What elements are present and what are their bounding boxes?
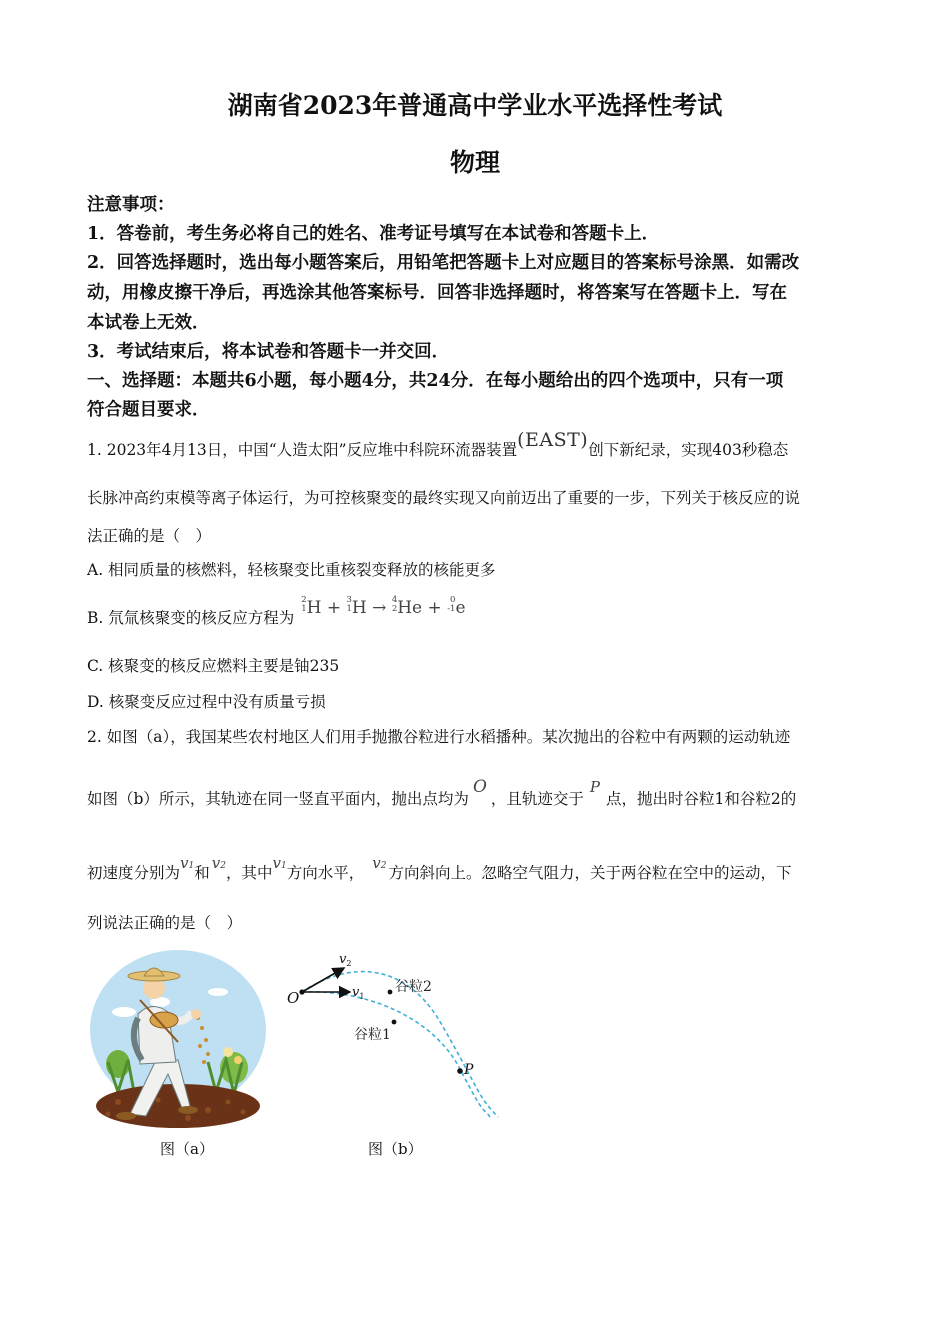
caption-figure-a: 图（a） xyxy=(160,1140,214,1158)
figure-b-trajectory-diagram xyxy=(282,945,502,1123)
q2-stem-line2: 如图（b）所示，其轨迹在同一竖直平面内，抛出点均为O，且轨迹交于P点，抛出时谷粒1和谷粒2的 xyxy=(87,777,797,808)
point-p-symbol: P xyxy=(589,778,600,796)
figure-a-farmer-illustration xyxy=(88,942,270,1132)
v1-symbol: v1 xyxy=(180,854,195,872)
q1-option-a: A. 相同质量的核燃料，轻核聚变比重核裂变释放的核能更多 xyxy=(87,561,496,579)
label-p: P xyxy=(464,1062,474,1078)
fusion-equation: 2 1H + 3 1H → 4 2He + 0 -1e xyxy=(301,595,466,618)
point-o-symbol: O xyxy=(472,777,487,797)
trajectory-grain-1 xyxy=(302,992,490,1117)
point-o xyxy=(299,989,304,994)
grain-2-dot xyxy=(388,990,393,995)
subject-title: 物理 xyxy=(449,148,500,177)
v2-symbol-2: v2 xyxy=(372,854,387,872)
v2-symbol: v2 xyxy=(211,854,226,872)
q1-option-b: B. 氘氚核聚变的核反应方程为 2 1H + 3 1H → 4 2He + 0 -1e xyxy=(87,595,466,627)
q1-option-c: C. 核聚变的核反应燃料主要是铀235 xyxy=(87,657,340,675)
v1-symbol-2: v1 xyxy=(272,854,287,872)
q1-stem-line3: 法正确的是（ ） xyxy=(87,527,212,545)
q2-stem-line4: 列说法正确的是（ ） xyxy=(87,914,243,932)
caption-figure-b: 图（b） xyxy=(368,1140,423,1158)
q1-stem-line2: 长脉冲高约束模等离子体运行，为可控核聚变的最终实现又向前迈出了重要的一步，下列关于核反应的说 xyxy=(87,489,801,507)
notice-item-2-end: 本试卷上无效． xyxy=(87,313,210,333)
q2-stem-line1: 2. 如图（a），我国某些农村地区人们用手抛撒谷粒进行水稻播种。某次抛出的谷粒中有两颗的运动轨迹 xyxy=(87,728,791,746)
grain-1-dot xyxy=(392,1020,397,1025)
exam-title: 湖南省2023年普通高中学业水平选择性考试 xyxy=(227,91,723,120)
notice-heading: 注意事项： xyxy=(87,195,175,215)
section-heading-line1: 一、选择题：本题共6小题，每小题4分，共24分．在每小题给出的四个选项中，只有一项 xyxy=(87,371,784,391)
label-v2: $v_2$ xyxy=(339,952,352,968)
notice-item-2: 2．回答选择题时，选出每小题答案后，用铅笔把答题卡上对应题目的答案标号涂黑．如需改 xyxy=(87,253,800,273)
notice-item-1: 1．答卷前，考生务必将自己的姓名、准考证号填写在本试卷和答题卡上． xyxy=(87,224,660,244)
label-grain-2: 谷粒2 xyxy=(395,979,432,995)
label-v1: $v_1$ xyxy=(352,985,365,1001)
notice-item-2-cont: 动，用橡皮擦干净后，再选涂其他答案标号．回答非选择题时，将答案写在答题卡上．写在 xyxy=(87,283,787,303)
point-p xyxy=(457,1068,463,1074)
label-grain-1: 谷粒1 xyxy=(354,1027,391,1043)
label-o: O xyxy=(287,989,300,1007)
notice-item-3: 3．考试结束后，将本试卷和答题卡一并交回． xyxy=(87,342,450,362)
q2-stem-line3: 初速度分别为v1和v2，其中v1方向水平，v2 方向斜向上。忽略空气阻力，关于两谷粒在空中的运动，下 xyxy=(87,854,792,882)
east-label: (EAST) xyxy=(517,429,589,451)
q1-stem-line1: 1. 2023年4月13日，中国“人造太阳”反应堆中科院环流器装置(EAST)创下新纪录，实现403秒稳态 xyxy=(87,429,789,459)
q1-option-d: D. 核聚变反应过程中没有质量亏损 xyxy=(87,693,326,711)
section-heading-line2: 符合题目要求． xyxy=(87,400,210,420)
v2-arrow xyxy=(302,968,344,992)
